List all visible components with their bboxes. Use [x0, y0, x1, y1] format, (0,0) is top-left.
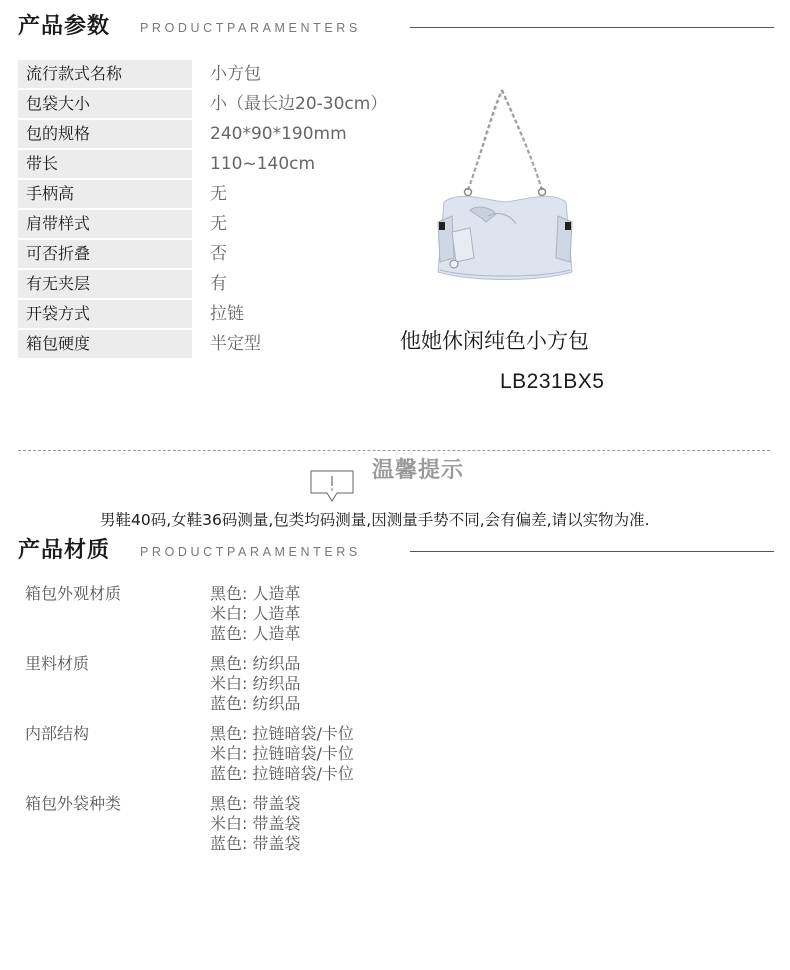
- materials-section-divider: [410, 551, 774, 552]
- param-row: [18, 210, 418, 238]
- param-row: [18, 270, 418, 298]
- material-line: 蓝色: 带盖袋: [210, 834, 301, 853]
- dashed-divider: [18, 450, 770, 451]
- material-line: 黑色: 人造革: [210, 584, 301, 603]
- material-label: 箱包外观材质: [25, 584, 122, 603]
- exclamation-speech-icon: [310, 470, 354, 502]
- param-row: [18, 240, 418, 268]
- materials-section-subtitle: PRODUCTPARAMENTERS: [140, 545, 361, 559]
- material-line: 蓝色: 拉链暗袋/卡位: [210, 764, 354, 783]
- params-section-divider: [410, 27, 774, 28]
- param-value: 有: [210, 274, 227, 294]
- param-label: 可否折叠: [18, 240, 192, 268]
- param-value: 拉链: [210, 304, 244, 324]
- param-label: 包袋大小: [18, 90, 192, 118]
- notice-title: 温馨提示: [372, 458, 465, 483]
- param-value: 无: [210, 184, 227, 204]
- materials-section-header: [18, 536, 774, 566]
- param-value: 小方包: [210, 64, 261, 84]
- product-code: LB231BX5: [500, 370, 605, 393]
- material-line: 蓝色: 人造革: [210, 624, 301, 643]
- chain-strap: [468, 90, 542, 190]
- material-line: 米白: 拉链暗袋/卡位: [210, 744, 354, 763]
- material-line: 黑色: 带盖袋: [210, 794, 301, 813]
- product-name: 他她休闲纯色小方包: [400, 329, 589, 353]
- material-line: 米白: 人造革: [210, 604, 301, 623]
- param-value: 110~140cm: [210, 154, 316, 174]
- params-section-header: [18, 12, 774, 42]
- param-row: [18, 150, 418, 178]
- param-value: 半定型: [210, 334, 261, 354]
- material-label: 内部结构: [25, 724, 90, 743]
- param-value: 无: [210, 214, 227, 234]
- material-line: 黑色: 纺织品: [210, 654, 301, 673]
- material-label: 箱包外袋种类: [25, 794, 122, 813]
- params-section-subtitle: PRODUCTPARAMENTERS: [140, 21, 361, 35]
- param-value: 240*90*190mm: [210, 124, 347, 144]
- material-line: 米白: 带盖袋: [210, 814, 301, 833]
- material-line: 黑色: 拉链暗袋/卡位: [210, 724, 354, 743]
- param-label: 流行款式名称: [18, 60, 192, 88]
- param-label: 手柄高: [18, 180, 192, 208]
- material-line: 蓝色: 纺织品: [210, 694, 301, 713]
- material-line: 米白: 纺织品: [210, 674, 301, 693]
- materials-section-title: 产品材质: [18, 538, 111, 563]
- material-label: 里料材质: [25, 654, 90, 673]
- params-section-title: 产品参数: [18, 14, 111, 39]
- param-label: 包的规格: [18, 120, 192, 148]
- notice-text: 男鞋40码,女鞋36码测量,包类均码测量,因测量手势不同,会有偏差,请以实物为准.: [100, 511, 650, 529]
- param-row: [18, 180, 418, 208]
- param-row: [18, 60, 418, 88]
- param-row: [18, 90, 418, 118]
- param-value: 否: [210, 244, 227, 264]
- param-label: 肩带样式: [18, 210, 192, 238]
- param-label: 带长: [18, 150, 192, 178]
- param-row: [18, 330, 418, 358]
- param-row: [18, 300, 418, 328]
- param-value: 小（最长边20-30cm）: [210, 94, 388, 114]
- param-label: 箱包硬度: [18, 330, 192, 358]
- param-label: 开袋方式: [18, 300, 192, 328]
- product-image: [430, 82, 580, 294]
- param-row: [18, 120, 418, 148]
- param-label: 有无夹层: [18, 270, 192, 298]
